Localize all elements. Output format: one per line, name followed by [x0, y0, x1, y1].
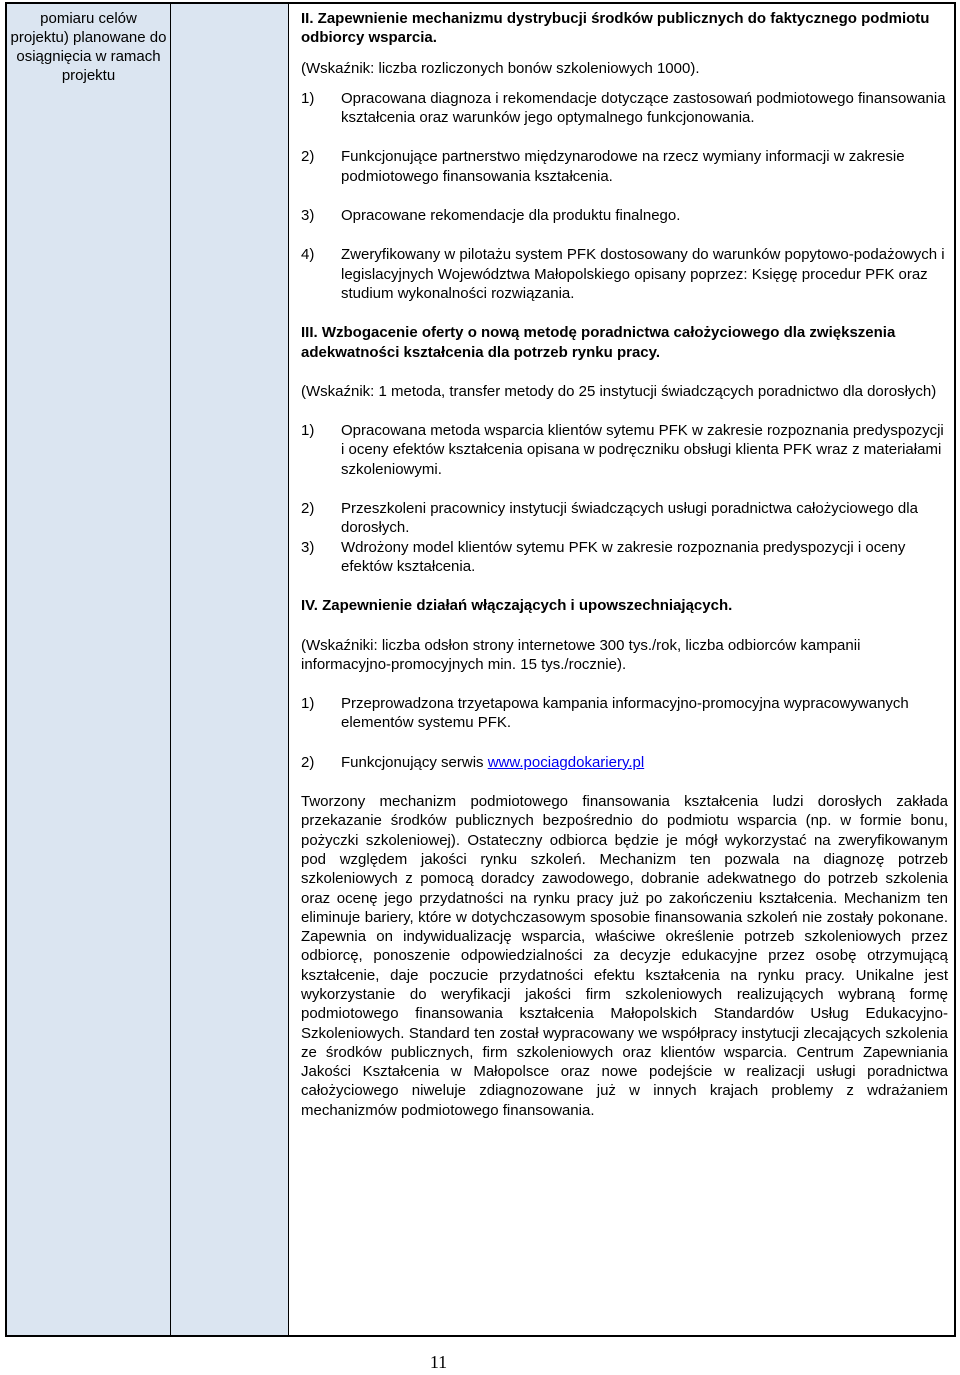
list-item: 1) Przeprowadzona trzyetapowa kampania informacyjno-promocyjna wypracowywanych elementów systemu PFK.: [301, 695, 909, 732]
list-item: 1) Opracowana metoda wsparcia klientów sytemu PFK w zakresie rozpoznania predyspozycji i oceny efektów kształcenia opisana w podręczniku obsługi klienta PFK wraz z materiałami szkoleniowymi.: [301, 422, 944, 478]
spacer-cell: [171, 4, 289, 1335]
list-item: 3) Wdrożony model klientów sytemu PFK w zakresie rozpoznania predyspozycji i oceny efektów kształcenia.: [301, 538, 906, 575]
section-3-indicator: (Wskaźnik: 1 metoda, transfer metody do 25 instytucji świadczących poradnictwo dla dorosłych): [301, 382, 937, 400]
list-item: 2) Przeszkoleni pracownicy instytucji świadczących usługi poradnictwa całożyciowego dla dorosłych.: [301, 500, 918, 537]
summary-paragraph: Tworzony mechanizm podmiotowego finansowania kształcenia ludzi dorosłych zakłada przekazanie środków publicznych bezpośrednio do podmiotu wsparcia (np. w formie bonu, pożyczki szkoleniowej). Ostateczny odbiorca będzie je mógł wykorzystać na zweryfikowanym pod względem jakości rynku szkoleń. Mechanizm ten pozwala na diagnozę potrzeb szkoleniowych z pomocą doradcy zawodowego, dobranie adekwatnego do potrzeb szkolenia oraz ocenę jego przydatności na rynku pracy już po zakończeniu kształcenia. Mechanizm ten eliminuje bariery, które w dotychczasowym sposobie finansowania szkoleń nie zostały pokonane. Zapewnia on indywidualizację wsparcia, właściwe określenie potrzeb szkoleniowych przez odbiorcę, ponoszenie odpowiedzialności za decyzje edukacyjne przez osobę otrzymującą kształcenie, daje poczucie przydatności efektu kształcenia na rynku pracy. Unikalne jest wykorzystanie do weryfikacji jakości firm szkoleniowych realizujących wybraną formę podmiotowego finansowania kształcenia Małopolskich Standardów Usług Edukacyjno-Szkoleniowych. Standard ten został wypracowany we współpracy instytucji zlecających szkolenia ze środków publicznych, firm szkoleniowych oraz klientów wsparcia. Centrum Zapewniania Jakości Kształcenia w Małopolsce oraz nowe podejście w realizacji usługi poradnictwa całożyciowego niweluje zdiagnozowane już w innych krajach problemy z wdrażaniem mechanizmów podmiotowego finansowania.: [301, 793, 948, 1119]
page-number: 11: [429, 1352, 448, 1372]
left-label-text: pomiaru celów projektu) planowane do osiągnięcia w ramach projektu: [10, 10, 167, 84]
website-link[interactable]: www.pociagdokariery.pl: [487, 753, 645, 771]
left-label-cell: [7, 4, 171, 1335]
section-4-indicator: (Wskaźniki: liczba odsłon strony internetowe 300 tys./rok, liczba odbiorców kampanii informacyjno-promocyjnych min. 15 tys./rocznie).: [301, 636, 861, 673]
section-2-heading: II. Zapewnienie mechanizmu dystrybucji środków publicznych do faktycznego podmiotu odbiorcy wsparcia.: [301, 10, 930, 47]
section-4-heading: IV. Zapewnienie działań włączających i upowszechniających.: [301, 597, 733, 615]
list-item: 3) Opracowane rekomendacje dla produktu finalnego.: [301, 207, 681, 225]
list-item: 4) Zweryfikowany w pilotażu system PFK dostosowany do warunków popytowo-podażowych i legislacyjnych Województwa Małopolskiego opisany poprzez: Księgę procedur PFK oraz studium wykonalności rozwiązania.: [301, 246, 945, 302]
list-item: 1) Opracowana diagnoza i rekomendacje dotyczące zastosowań podmiotowego finansowania kształcenia oraz warunków jego optymalnego funkcjonowania.: [301, 89, 946, 127]
section-3-heading: III. Wzbogacenie oferty o nową metodę poradnictwa całożyciowego dla zwiększenia adekwatności kształcenia dla potrzeb rynku pracy.: [301, 324, 896, 361]
list-item: 2) Funkcjonujące partnerstwo międzynarodowe na rzecz wymiany informacji w zakresie podmiotowego finansowania kształcenia.: [301, 148, 905, 185]
content-cell: [289, 4, 954, 1335]
section-2-indicator: (Wskaźnik: liczba rozliczonych bonów szkoleniowych 1000).: [301, 59, 700, 77]
list-item: 2) Funkcjonujący serwis www.pociagdokariery.pl: [301, 753, 645, 771]
document-table: [5, 2, 956, 1337]
